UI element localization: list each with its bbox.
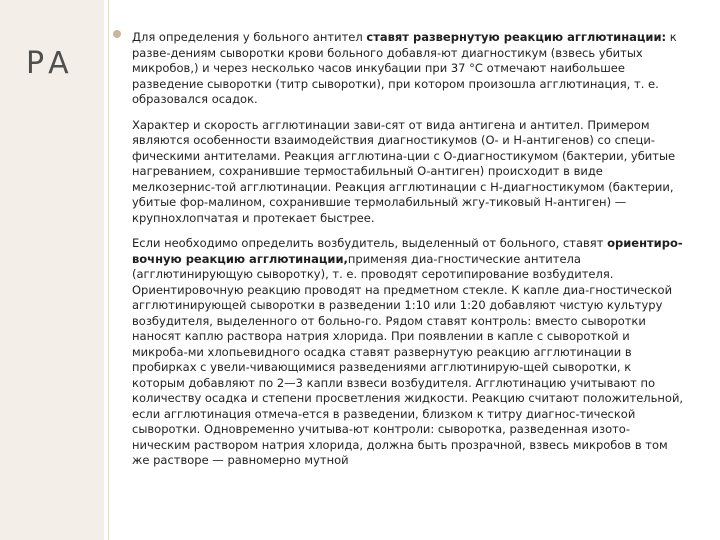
bullet-icon <box>113 30 121 38</box>
paragraph-1 <box>132 30 684 108</box>
slide-sidebar <box>0 0 104 540</box>
paragraph-3-text-a: Если необходимо определить возбудитель, выделенный от больного, ставят <box>132 236 608 250</box>
paragraph-1-text-b: к разве-дениям сыворотки крови больного добавля-ют диагностикум (взвесь убитых микробов,) и через несколько часов инкубации при 37 °С отмечают наибольшее разведение сыворотки (титр сыворотки), при котором произошла агглютинация, т. е. образовался осадок. <box>132 30 677 106</box>
paragraph-3-text-b: применяя диа-гностические антитела (агглютинирующую сыворотку), т. е. проводят серотипирование возбудителя. Ориентировочную реакцию проводят на предметном стекле. К капле диа-гностической агглютинирующей сыворотки в разведении 1:10 или 1:20 добавляют чистую культуру возбудителя, выделенного от больно-го. Рядом ставят контроль: вместо сыворотки наносят каплю раствора натрия хлорида. При появлении в капле с сывороткой и микроба-ми хлопьевидного осадка ставят развернутую реакцию агглютинации в пробирках с увели-чивающимися разведениями агглютинирую-щей сыворотки, к которым добавляют по 2—3 капли взвеси возбудителя. Агглютинацию учитывают по количеству осадка и степени просветления жидкости. Реакцию считают положительной, если агглютинация отмеча-ется в разведении, близком к титру диагнос-тической сыворотки. Одновременно учитыва-ют контроли: сыворотка, разведенная изото-ническим раствором натрия хлорида, должна быть прозрачной, взвесь микробов в том же растворе — равномерно мутной <box>132 251 684 467</box>
sidebar-divider <box>108 0 109 540</box>
paragraph-2: Характер и скорость агглютинации зави-сят от вида антигена и антител. Примером являются особенности взаимодействия диагностикумов (О- и Н-антигенов) со специ-фическими антителами. Реакция агглютина-ции с О-диагностикумом (бактерии, убитые нагреванием, сохранившие термостабильный О-антиген) происходит в виде мелкозернис-той агглютинации. Реакция агглютинации с Н-диагностикумом (бактерии, убитые фор-малином, сохранившие термолабильный жгу-тиковый Н-антиген) — крупнохлопчатая и протекает быстрее. <box>132 117 676 225</box>
paragraph-3-bold: ориентиро-вочную реакцию агглютинации, <box>132 236 683 266</box>
slide-title: РА <box>26 46 73 81</box>
paragraph-1-text-a: Для определения у больного антител <box>132 30 367 44</box>
paragraph-1-bold: ставят развернутую реакцию агглютинации: <box>366 30 667 44</box>
slide-body <box>132 30 684 479</box>
paragraph-3 <box>132 236 684 469</box>
